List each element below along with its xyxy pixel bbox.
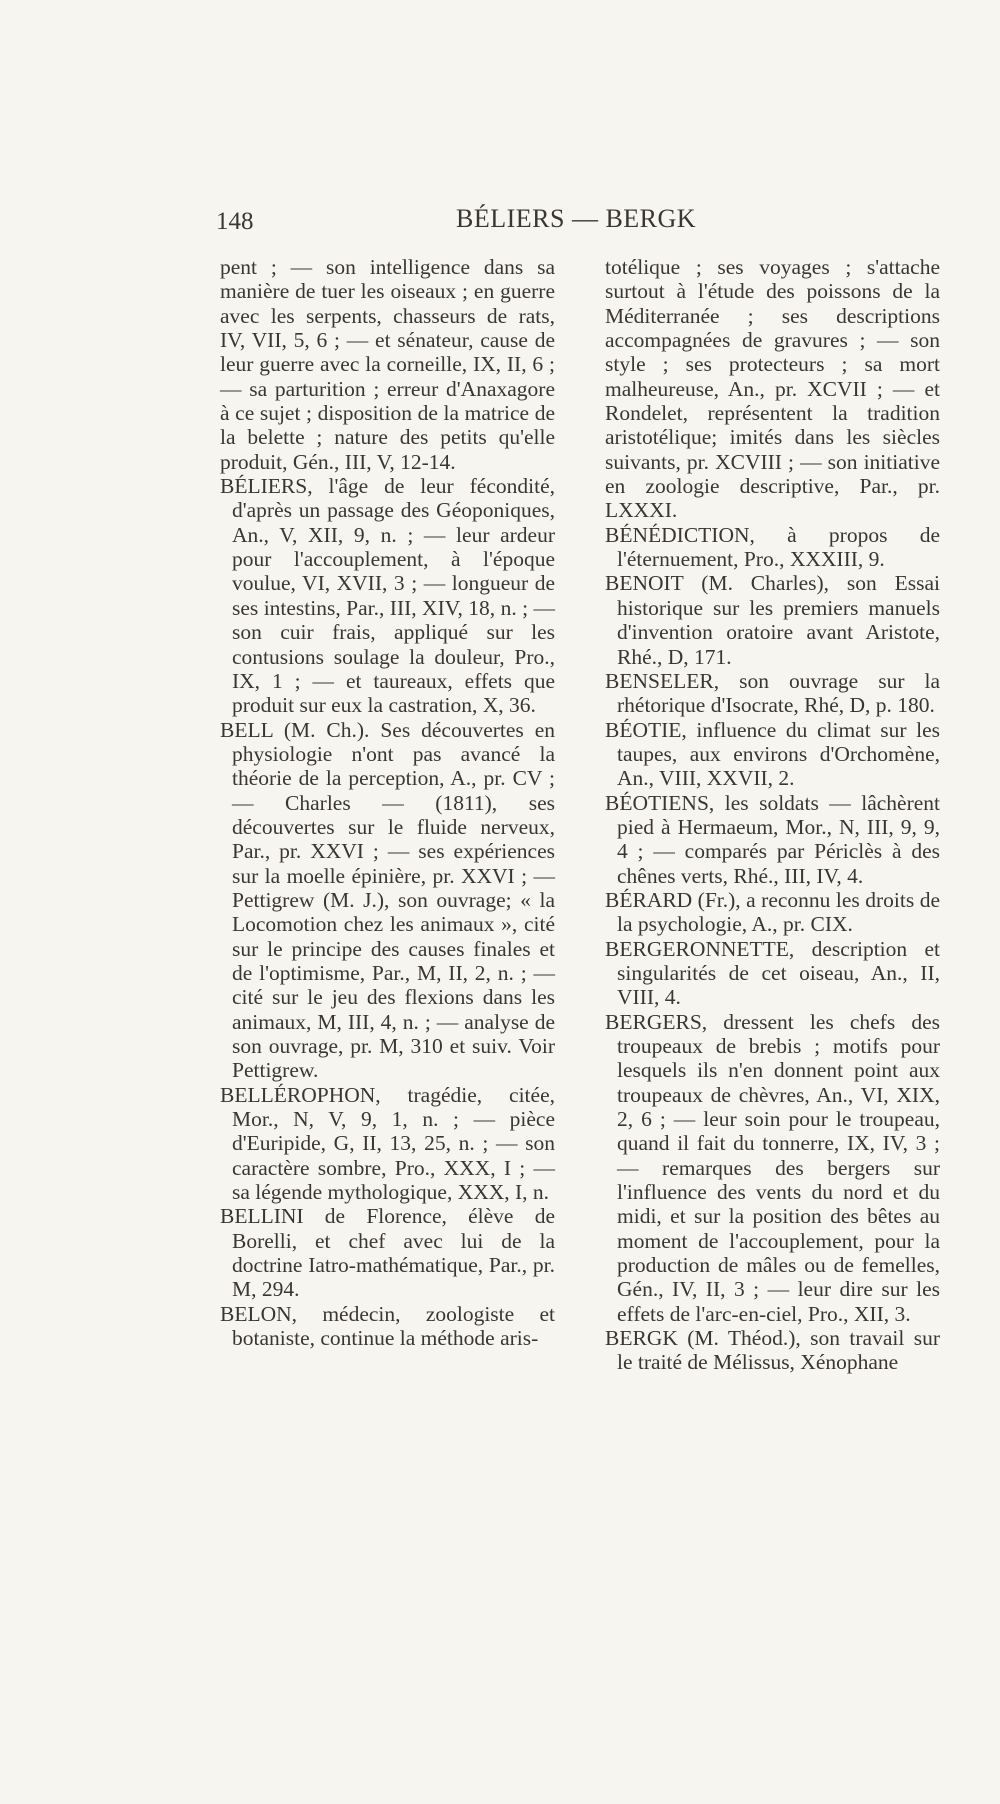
entry-bergeronnette: BERGERONNETTE, description et singularités de cet oiseau, An., II, VIII, 4. xyxy=(605,936,940,1010)
page-number: 148 xyxy=(216,208,254,235)
entry-belon: BELON, médecin, zoologiste et botaniste, continue la méthode aris- xyxy=(220,1301,555,1351)
entry-beotie: BÉOTIE, influence du climat sur les taupes, aux environs d'Orchomène, An., VIII, XXVII, 2. xyxy=(605,717,940,791)
entry-continuation: totélique ; ses voyages ; s'attache surtout à l'étude des poissons de la Méditerranée ; ses descriptions accompagnées de gravures ; — son style ; ses protecteurs ; sa mort malheureuse, An., pr. XCVII ; — et Rondelet, représentent la tradition aristotélique; imités dans les siècles suivants, pr. XCVIII ; — son initiative en zoologie descriptive, Par., pr. LXXXI. xyxy=(605,255,940,523)
entry-continuation: pent ; — son intelligence dans sa manière de tuer les oiseaux ; en guerre avec les serpents, chasseurs de rats, IV, VII, 5, 6 ; — et sénateur, cause de leur guerre avec la corneille, IX, II, 6 ; — sa parturition ; erreur d'Anaxagore à ce sujet ; disposition de la matrice de la belette ; nature des petits qu'elle produit, Gén., III, V, 12-14. xyxy=(220,255,555,474)
entry-benseler: BENSELER, son ouvrage sur la rhétorique d'Isocrate, Rhé, D, p. 180. xyxy=(605,668,940,718)
entry-beliers: BÉLIERS, l'âge de leur fécondité, d'après un passage des Géoponiques, An., V, XII, 9, n. ; — leur ardeur pour l'accouplement, à l'époque voulue, VI, XVII, 3 ; — longueur de ses intestins, Par., III, XIV, 18, n. ; — son cuir frais, appliqué sur les contusions soulage la douleur, Pro., IX, 1 ; — et taureaux, effets que produit sur eux la castration, X, 36. xyxy=(220,474,555,718)
entry-bell: BELL (M. Ch.). Ses découvertes en physiologie n'ont pas avancé la théorie de la perception, A., pr. CV ;— Charles — (1811), ses découvertes sur le fluide nerveux, Par., pr. XXVI ; — ses expériences sur la moelle épinière, pr. XXVI ; — Pettigrew (M. J.), son ouvrage; « la Locomotion chez les animaux », cité sur le principe des causes finales et de l'optimisme, Par., M, II, 2, n. ; — cité sur le jeu des flexions dans les animaux, M, III, 4, n. ; — analyse de son ouvrage, pr. M, 310 et suiv. Voir Pettigrew. xyxy=(220,717,555,1083)
entry-berard: BÉRARD (Fr.), a reconnu les droits de la psychologie, A., pr. CIX. xyxy=(605,887,940,937)
entry-benoit: BENOIT (M. Charles), son Essai historique sur les premiers manuels d'invention oratoire avant Aristote, Rhé., D, 171. xyxy=(605,571,940,669)
entry-bergk: BERGK (M. Théod.), son travail sur le traité de Mélissus, Xénophane xyxy=(605,1326,940,1375)
running-head: BÉLIERS — BERGK xyxy=(456,204,697,233)
left-column xyxy=(220,255,555,1350)
entry-benediction: BÉNÉDICTION, à propos de l'éternuement, Pro., XXXIII, 9. xyxy=(605,522,940,572)
entry-bellerophon: BELLÉROPHON, tragédie, citée, Mor., N, V, 9, 1, n. ; — pièce d'Euripide, G, II, 13, 25, n. ; — son caractère sombre, Pro., XXX, I ; — sa légende mythologique, XXX, I, n. xyxy=(220,1082,555,1205)
entry-beotiens: BÉOTIENS, les soldats — lâchèrent pied à Hermaeum, Mor., N, III, 9, 9, 4 ; — comparés par Périclès à des chênes verts, Rhé., III, IV, 4. xyxy=(605,790,940,888)
right-column xyxy=(605,255,940,1375)
entry-bergers: BERGERS, dressent les chefs des troupeaux de brebis ; motifs pour lesquels ils n'en donnent point aux troupeaux de chèvres, An., VI, XIX, 2, 6 ; — leur soin pour le troupeau, quand il fait du tonnerre, IX, IV, 3 ; — remarques des bergers sur l'influence des vents du nord et du midi, et sur la position des bêtes au moment de l'accouplement, pour la production de mâles ou de femelles, Gén., IV, II, 3 ; — leur dire sur les effets de l'arc-en-ciel, Pro., XII, 3. xyxy=(605,1009,940,1326)
entry-bellini: BELLINI de Florence, élève de Borelli, et chef avec lui de la doctrine Iatro-mathématique, Par., pr. M, 294. xyxy=(220,1204,555,1302)
